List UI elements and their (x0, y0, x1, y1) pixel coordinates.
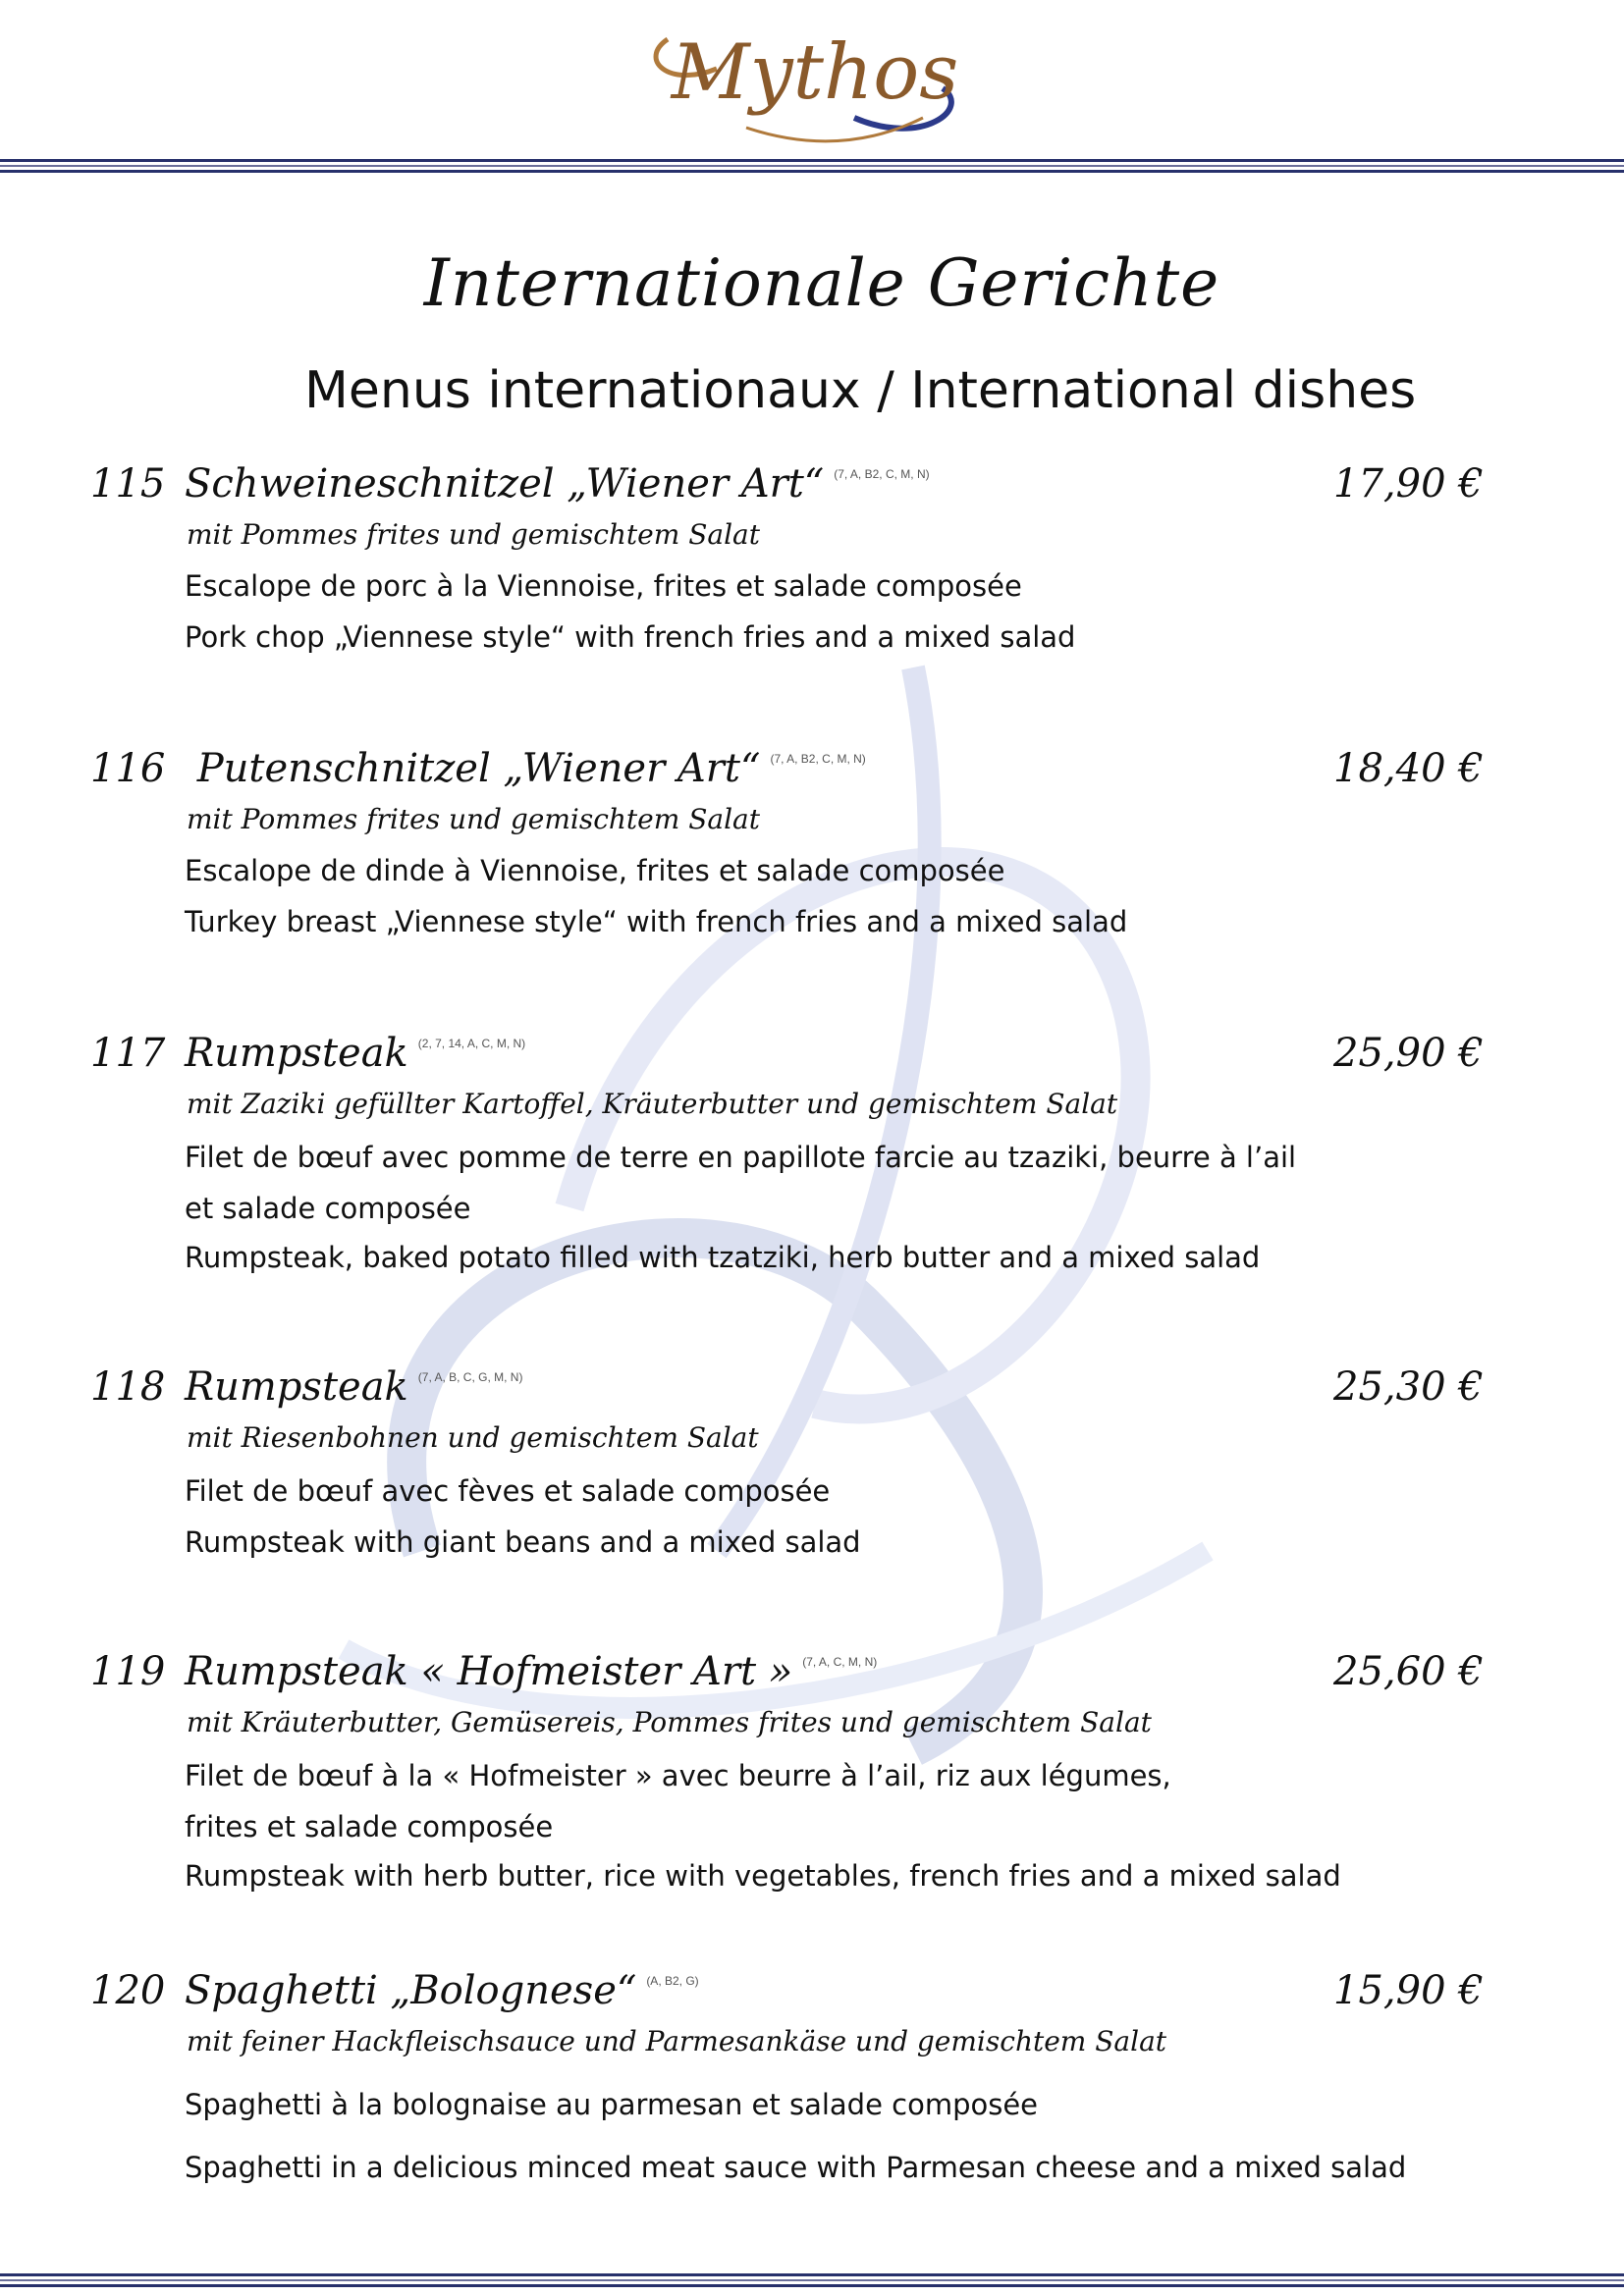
description-en: Rumpsteak with giant beans and a mixed salad (185, 1525, 861, 1559)
description-en: Spaghetti in a delicious minced meat sauce with Parmesan cheese and a mixed salad (185, 2151, 1407, 2184)
dish-title (90, 1968, 699, 2013)
dish-number: 115 (90, 461, 166, 507)
dish-name: Rumpsteak (185, 1364, 408, 1410)
dish-name: Schweineschnitzel „Wiener Art“ (185, 461, 825, 507)
dish-number: 120 (90, 1968, 166, 2013)
dish-title (90, 1649, 877, 1694)
allergen-codes: (7, A, C, M, N) (802, 1655, 878, 1669)
dish-name: Rumpsteak (185, 1031, 408, 1076)
dish-price: 18,40 € (1333, 746, 1484, 791)
dish-price: 25,60 € (1333, 1649, 1484, 1694)
description-fr-line2: frites et salade composée (185, 1810, 554, 1843)
description-fr: Spaghetti à la bolognaise au parmesan et salade composée (185, 2088, 1039, 2121)
dish-name: Putenschnitzel „Wiener Art“ (185, 746, 761, 791)
description-de: mit Kräuterbutter, Gemüsereis, Pommes frites und gemischtem Salat (187, 1706, 1152, 1738)
subtitle-fr: Menus internationaux / (304, 361, 894, 420)
dish-title (90, 746, 866, 791)
subtitle-en: International dishes (910, 361, 1417, 420)
description-fr: Escalope de dinde à Viennoise, frites et salade composée (185, 854, 1005, 887)
dish-number: 116 (90, 746, 166, 791)
dish-title (90, 461, 930, 507)
dish-number: 117 (90, 1031, 166, 1076)
dish-name: Spaghetti „Bolognese“ (185, 1968, 637, 2013)
logo-text: Mythos (671, 28, 959, 117)
description-fr-line2: et salade composée (185, 1192, 471, 1225)
description-de: mit Pommes frites und gemischtem Salat (187, 803, 760, 835)
dish-price: 15,90 € (1333, 1968, 1484, 2013)
dish-price: 17,90 € (1333, 461, 1484, 507)
dish-title (90, 1364, 522, 1410)
description-fr: Filet de bœuf avec fèves et salade composée (185, 1474, 831, 1508)
description-de: mit feiner Hackfleischsauce und Parmesankäse und gemischtem Salat (187, 2025, 1167, 2057)
description-de: mit Riesenbohnen und gemischtem Salat (187, 1421, 759, 1454)
description-de: mit Pommes frites und gemischtem Salat (187, 518, 760, 551)
allergen-codes: (7, A, B, C, G, M, N) (417, 1370, 523, 1384)
header-divider (0, 159, 1624, 176)
dish-number: 118 (90, 1364, 166, 1410)
dish-name: Rumpsteak « Hofmeister Art » (185, 1649, 793, 1694)
description-de: mit Zaziki gefüllter Kartoffel, Kräuterbutter und gemischtem Salat (187, 1088, 1118, 1120)
description-en: Rumpsteak with herb butter, rice with vegetables, french fries and a mixed salad (185, 1859, 1341, 1893)
mythos-logo (628, 0, 1001, 157)
page-subtitle (304, 361, 1416, 420)
allergen-codes: (A, B2, G) (646, 1974, 699, 1988)
description-fr: Filet de bœuf avec pomme de terre en papillote farcie au tzaziki, beurre à l’ail (185, 1141, 1297, 1174)
dish-number: 119 (90, 1649, 166, 1694)
allergen-codes: (2, 7, 14, A, C, M, N) (417, 1037, 526, 1050)
description-fr: Filet de bœuf à la « Hofmeister » avec beurre à l’ail, riz aux légumes, (185, 1759, 1171, 1792)
description-en: Rumpsteak, baked potato filled with tzatziki, herb butter and a mixed salad (185, 1241, 1261, 1274)
page-title: Internationale Gerichte (423, 245, 1220, 321)
dish-title (90, 1031, 525, 1076)
description-en: Pork chop „Viennese style“ with french fries and a mixed salad (185, 620, 1076, 654)
dish-price: 25,30 € (1333, 1364, 1484, 1410)
allergen-codes: (7, A, B2, C, M, N) (770, 752, 866, 766)
dish-price: 25,90 € (1333, 1031, 1484, 1076)
allergen-codes: (7, A, B2, C, M, N) (834, 467, 930, 481)
description-en: Turkey breast „Viennese style“ with french fries and a mixed salad (185, 905, 1128, 938)
footer-divider (0, 2273, 1624, 2290)
description-fr: Escalope de porc à la Viennoise, frites et salade composée (185, 569, 1022, 603)
